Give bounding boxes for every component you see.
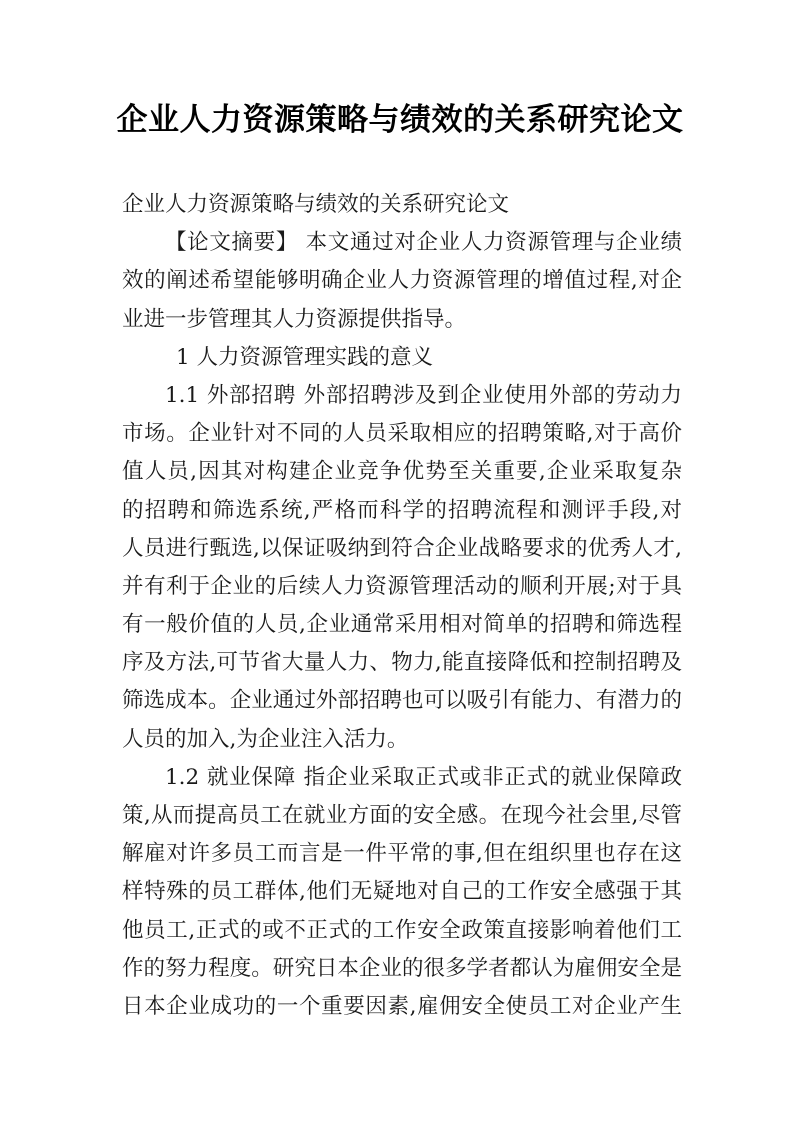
paragraph-line: 策,从而提高员工在就业方面的安全感。在现今社会里,尽管 xyxy=(122,803,682,828)
document-title: 企业人力资源策略与绩效的关系研究论文 xyxy=(116,102,684,138)
paragraph-line: 日本企业成功的一个重要因素,雇佣安全使员工对企业产生 xyxy=(122,993,682,1019)
abstract-line: 业进一步管理其人力资源提供指导。 xyxy=(122,306,467,332)
paragraph-line: 作的努力程度。研究日本企业的很多学者都认为雇佣安全是 xyxy=(122,955,682,981)
abstract-line: 【论文摘要】 本文通过对企业人力资源管理与企业绩 xyxy=(165,230,682,256)
paragraph-line: 样特殊的员工群体,他们无疑地对自己的工作安全感强于其 xyxy=(122,879,682,905)
paragraph-line: 1.2 就业保障 指企业采取正式或非正式的就业保障政 xyxy=(165,764,682,790)
paragraph-line: 市场。企业针对不同的人员采取相应的招聘策略,对于高价 xyxy=(122,421,682,447)
paragraph-line: 序及方法,可节省大量人力、物力,能直接降低和控制招聘及 xyxy=(122,650,682,676)
abstract-line: 效的阐述希望能够明确企业人力资源管理的增值过程,对企 xyxy=(122,268,682,294)
document-body xyxy=(122,186,682,1026)
paragraph-line: 解雇对许多员工而言是一件平常的事,但在组织里也存在这 xyxy=(122,841,682,867)
paragraph-line: 有一般价值的人员,企业通常采用相对简单的招聘和筛选程 xyxy=(122,612,682,638)
subtitle-line: 企业人力资源策略与绩效的关系研究论文 xyxy=(122,192,510,217)
paragraph-line: 并有利于企业的后续人力资源管理活动的顺利开展;对于具 xyxy=(122,573,682,599)
paragraph-line: 人员的加入,为企业注入活力。 xyxy=(122,726,409,752)
paragraph-line: 值人员,因其对构建企业竞争优势至关重要,企业采取复杂 xyxy=(122,459,682,485)
section-heading: 1 人力资源管理实践的意义 xyxy=(176,344,434,370)
paragraph-line: 的招聘和筛选系统,严格而科学的招聘流程和测评手段,对 xyxy=(122,497,682,523)
paragraph-line: 筛选成本。企业通过外部招聘也可以吸引有能力、有潜力的 xyxy=(122,688,682,714)
paragraph-line: 他员工,正式的或不正式的工作安全政策直接影响着他们工 xyxy=(122,917,682,943)
paragraph-line: 1.1 外部招聘 外部招聘涉及到企业使用外部的劳动力 xyxy=(165,382,682,408)
paragraph-line: 人员进行甄选,以保证吸纳到符合企业战略要求的优秀人才, xyxy=(122,535,682,561)
